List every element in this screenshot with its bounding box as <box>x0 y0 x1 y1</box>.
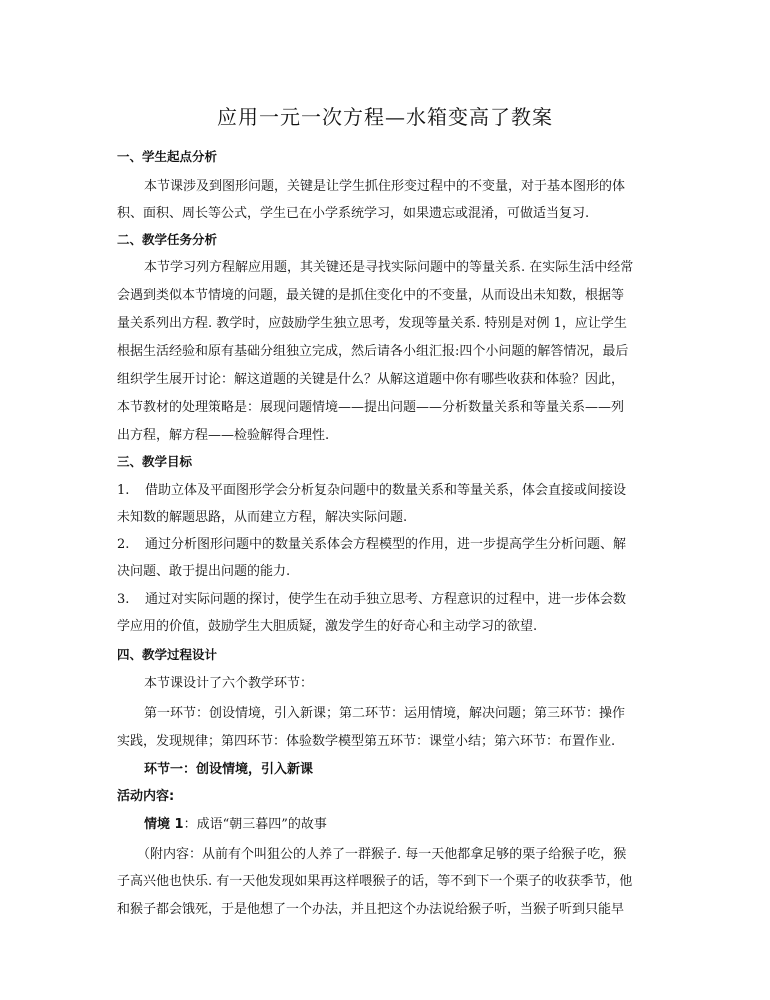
situation-line <box>144 815 327 835</box>
paragraph-line: 本节学习列方程解应用题，其关键还是寻找实际问题中的等量关系. 在实际生活中经常 <box>144 260 634 275</box>
paragraph-line: 本节课涉及到图形问题，关键是让学生抓住形变过程中的不变量，对于基本图形的体 <box>144 179 626 194</box>
section-heading-teaching-goals: 三、教学目标 <box>117 454 193 469</box>
paragraph-line: 量关系列出方程. 教学时，应鼓励学生独立思考，发现等量关系. 特别是对例 1，应让学生 <box>117 316 627 331</box>
subsection-heading-link1: 环节一：创设情境，引入新课 <box>144 762 314 777</box>
goal-item <box>117 481 626 501</box>
situation-label: 情境 1 <box>144 817 184 832</box>
paragraph-line: 和猴子都会饿死，于是他想了一个办法，并且把这个办法说给猴子听，当猴子听到只能早 <box>117 902 625 917</box>
paragraph-line: 第一环节：创设情境，引入新课；第二环节：运用情境，解决问题；第三环节：操作 <box>144 706 626 721</box>
paragraph-line: 未知数的解题思路，从而建立方程，解决实际问题. <box>117 510 408 525</box>
section-heading-student-analysis: 一、学生起点分析 <box>117 149 218 164</box>
paragraph-line: 决问题、敢于提出问题的能力. <box>117 564 291 579</box>
paragraph-line: 子高兴他也快乐. 有一天他发现如果再这样喂猴子的话，等不到下一个栗子的收获季节，他 <box>117 874 633 889</box>
paragraph-line: 本节课设计了六个教学环节： <box>144 676 314 691</box>
paragraph-line: 积、面积、周长等公式，学生已在小学系统学习，如果遗忘或混淆，可做适当复习. <box>117 206 590 221</box>
paragraph-line: （附内容：从前有个叫狙公的人养了一群猴子. 每一天他都拿足够的栗子给猴子吃，猴 <box>137 847 627 862</box>
goal-number: 1. <box>117 483 130 498</box>
paragraph-line: 实践，发现规律；第四环节：体验数学模型第五环节：课堂小结；第六环节：布置作业. <box>117 734 616 749</box>
paragraph-line: 本节教材的处理策略是：展现问题情境——提出问题——分析数量关系和等量关系——列 <box>117 400 625 415</box>
section-heading-process-design: 四、教学过程设计 <box>117 647 218 662</box>
goal-item <box>117 590 626 610</box>
goal-item <box>117 535 626 555</box>
activity-label: 活动内容: <box>117 789 175 804</box>
goal-number: 2. <box>117 537 130 552</box>
goal-text: 通过对实际问题的探讨，使学生在动手独立思考、方程意识的过程中，进一步体会数 <box>145 592 627 607</box>
goal-number: 3. <box>117 592 130 607</box>
document-title: 应用一元一次方程—水箱变高了教案 <box>217 105 553 129</box>
goal-text: 通过分析图形问题中的数量关系体会方程模型的作用，进一步提高学生分析问题、解 <box>145 537 627 552</box>
goal-text: 借助立体及平面图形学会分析复杂问题中的数量关系和等量关系，体会直接或间接设 <box>145 483 627 498</box>
paragraph-line: 根据生活经验和原有基础分组独立完成，然后请各小组汇报:四个小问题的解答情况，最后 <box>117 344 629 359</box>
paragraph-line: 组织学生展开讨论：解这道题的关键是什么？从解这道题中你有哪些收获和体验？因此， <box>117 372 625 387</box>
section-heading-task-analysis: 二、教学任务分析 <box>117 232 218 247</box>
paragraph-line: 学应用的价值，鼓励学生大胆质疑，激发学生的好奇心和主动学习的欲望. <box>117 619 538 634</box>
paragraph-line: 会遇到类似本节情境的问题，最关键的是抓住变化中的不变量，从而设出未知数，根据等 <box>117 288 625 303</box>
paragraph-line: 出方程，解方程——检验解得合理性. <box>117 428 330 443</box>
situation-text: ：成语“朝三暮四”的故事 <box>183 817 327 832</box>
